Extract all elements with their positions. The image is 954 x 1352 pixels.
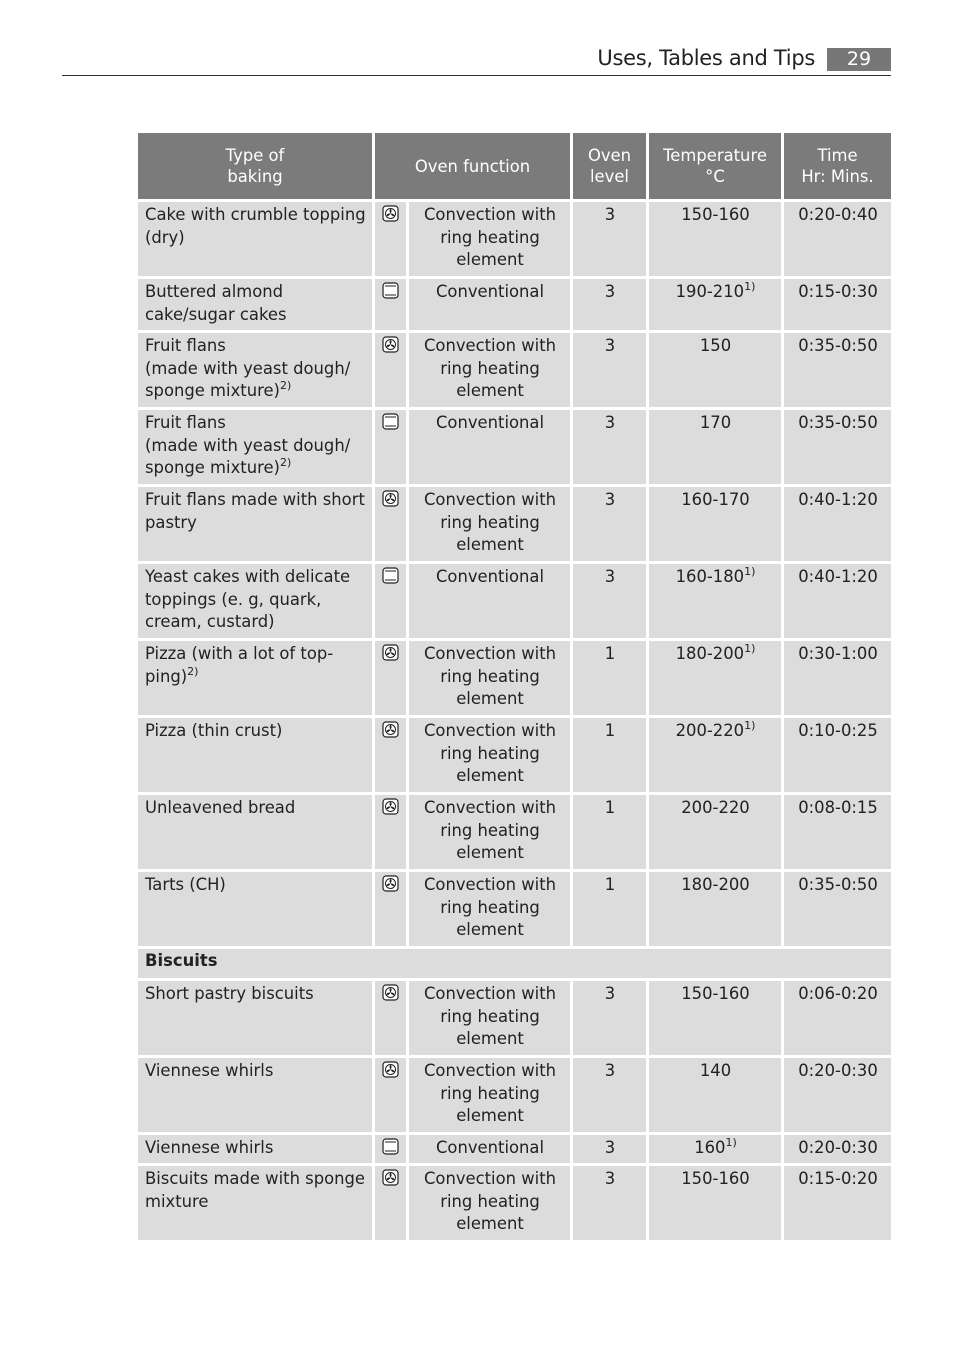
table-row — [138, 872, 891, 949]
cell-baking-type: Fruit flans (made with yeast dough/ sponge mixture)$^{2)}$ — [138, 333, 375, 410]
cell-time: 0:20-0:40 — [784, 202, 891, 279]
cell-oven-function: Conventional — [409, 564, 573, 641]
cell-oven-function: Convection with ring heating element — [409, 333, 573, 410]
cell-time: 0:40-1:20 — [784, 487, 891, 564]
cell-function-icon — [375, 202, 409, 279]
table-row — [138, 641, 891, 718]
cell-function-icon — [375, 795, 409, 872]
table-row — [138, 1166, 891, 1243]
cell-temperature: 140 — [649, 1058, 784, 1135]
fan-icon — [382, 205, 399, 222]
cell-baking-type: Buttered almond cake/sugar cakes — [138, 279, 375, 333]
cell-baking-type: Yeast cakes with delicate toppings (e. g, quark, cream, custard) — [138, 564, 375, 641]
table-row — [138, 981, 891, 1058]
cell-oven-level: 1 — [573, 641, 649, 718]
table-row — [138, 1135, 891, 1166]
footnote-marker: 1) — [744, 280, 756, 293]
cell-time: 0:15-0:20 — [784, 1166, 891, 1243]
footnote-marker: 1) — [744, 565, 756, 578]
cell-oven-level: 3 — [573, 487, 649, 564]
cell-oven-level: 1 — [573, 872, 649, 949]
cell-time: 0:08-0:15 — [784, 795, 891, 872]
cell-oven-function: Convection with ring heating element — [409, 487, 573, 564]
cell-baking-type: Fruit flans made with short pastry — [138, 487, 375, 564]
cell-function-icon — [375, 1058, 409, 1135]
footnote-marker: 2) — [187, 664, 199, 678]
cell-function-icon — [375, 981, 409, 1058]
conventional-icon — [382, 1138, 399, 1155]
cell-baking-type: Unleavened bread — [138, 795, 375, 872]
cell-baking-type: Viennese whirls — [138, 1135, 375, 1166]
table-row — [138, 1058, 891, 1135]
cell-temperature: 160$^{1)}$ — [649, 1135, 784, 1166]
cell-temperature: 170 — [649, 410, 784, 487]
col-header-type: Type of baking — [138, 133, 375, 202]
cell-time: 0:35-0:50 — [784, 410, 891, 487]
cell-temperature: 200-220 — [649, 795, 784, 872]
col-header-function: Oven function — [375, 133, 573, 202]
cell-function-icon — [375, 1166, 409, 1243]
footnote-marker: 2) — [279, 379, 292, 392]
cell-baking-type: Viennese whirls — [138, 1058, 375, 1135]
cell-temperature: 160-180$^{1)}$ — [649, 564, 784, 641]
cell-oven-level: 3 — [573, 202, 649, 279]
footnote-marker: 1) — [725, 1136, 737, 1149]
cell-function-icon — [375, 487, 409, 564]
cell-baking-type: Cake with crumble topping (dry) — [138, 202, 375, 279]
cell-function-icon — [375, 641, 409, 718]
cell-function-icon — [375, 872, 409, 949]
table-row — [138, 202, 891, 279]
col-header-temperature: Temperature °C — [649, 133, 784, 202]
cell-function-icon — [375, 333, 409, 410]
footnote-marker: 1) — [744, 642, 756, 655]
cell-oven-function: Convection with ring heating element — [409, 795, 573, 872]
cell-time: 0:10-0:25 — [784, 718, 891, 795]
conventional-icon — [382, 282, 399, 299]
cell-baking-type: Pizza (with a lot of top- ping)$^{2)}$ — [138, 641, 375, 718]
cell-time: 0:20-0:30 — [784, 1135, 891, 1166]
page-header — [62, 44, 891, 76]
table-row — [138, 795, 891, 872]
cell-baking-type: Biscuits made with sponge mixture — [138, 1166, 375, 1243]
conventional-icon — [382, 567, 399, 584]
cell-baking-type: Short pastry biscuits — [138, 981, 375, 1058]
fan-icon — [382, 721, 399, 738]
cell-oven-level: 3 — [573, 1166, 649, 1243]
cell-oven-level: 3 — [573, 1058, 649, 1135]
cell-temperature: 160-170 — [649, 487, 784, 564]
cell-baking-type: Pizza (thin crust) — [138, 718, 375, 795]
conventional-icon — [382, 413, 399, 430]
cell-oven-function: Conventional — [409, 279, 573, 333]
cell-oven-function: Conventional — [409, 410, 573, 487]
cell-function-icon — [375, 564, 409, 641]
cell-time: 0:35-0:50 — [784, 333, 891, 410]
section-row — [138, 949, 891, 981]
cell-oven-function: Convection with ring heating element — [409, 981, 573, 1058]
cell-time: 0:15-0:30 — [784, 279, 891, 333]
fan-icon — [382, 798, 399, 815]
table-row — [138, 718, 891, 795]
section-label: Biscuits — [138, 949, 891, 981]
fan-icon — [382, 1169, 399, 1186]
fan-icon — [382, 490, 399, 507]
table-row — [138, 279, 891, 333]
footnote-marker: 1) — [744, 719, 756, 732]
col-header-time: Time Hr: Mins. — [784, 133, 891, 202]
cell-oven-function: Convection with ring heating element — [409, 641, 573, 718]
cell-oven-function: Convection with ring heating element — [409, 1058, 573, 1135]
cell-temperature: 150-160 — [649, 202, 784, 279]
page-number: 29 — [827, 48, 891, 71]
cell-oven-level: 3 — [573, 981, 649, 1058]
table-row — [138, 487, 891, 564]
cell-time: 0:35-0:50 — [784, 872, 891, 949]
cell-temperature: 200-220$^{1)}$ — [649, 718, 784, 795]
fan-icon — [382, 984, 399, 1001]
cell-baking-type: Tarts (CH) — [138, 872, 375, 949]
cell-function-icon — [375, 279, 409, 333]
cell-baking-type: Fruit flans (made with yeast dough/ sponge mixture)$^{2)}$ — [138, 410, 375, 487]
cell-time: 0:30-1:00 — [784, 641, 891, 718]
cell-temperature: 180-200 — [649, 872, 784, 949]
cell-oven-function: Convection with ring heating element — [409, 718, 573, 795]
fan-icon — [382, 336, 399, 353]
table-row — [138, 564, 891, 641]
baking-table — [138, 133, 891, 1243]
cell-function-icon — [375, 718, 409, 795]
cell-time: 0:40-1:20 — [784, 564, 891, 641]
cell-temperature: 150 — [649, 333, 784, 410]
cell-oven-level: 3 — [573, 1135, 649, 1166]
cell-temperature: 190-210$^{1)}$ — [649, 279, 784, 333]
footnote-marker: 2) — [279, 456, 292, 469]
cell-oven-function: Convection with ring heating element — [409, 202, 573, 279]
cell-time: 0:06-0:20 — [784, 981, 891, 1058]
cell-function-icon — [375, 1135, 409, 1166]
cell-temperature: 150-160 — [649, 1166, 784, 1243]
table-row — [138, 333, 891, 410]
fan-icon — [382, 644, 399, 661]
cell-oven-function: Conventional — [409, 1135, 573, 1166]
table-header-row — [138, 133, 891, 202]
section-title: Uses, Tables and Tips — [597, 46, 815, 70]
cell-oven-level: 3 — [573, 410, 649, 487]
cell-oven-level: 3 — [573, 564, 649, 641]
table-row — [138, 410, 891, 487]
cell-temperature: 150-160 — [649, 981, 784, 1058]
cell-temperature: 180-200$^{1)}$ — [649, 641, 784, 718]
fan-icon — [382, 875, 399, 892]
col-header-level: Oven level — [573, 133, 649, 202]
cell-oven-level: 1 — [573, 795, 649, 872]
cell-oven-function: Convection with ring heating element — [409, 872, 573, 949]
cell-oven-level: 1 — [573, 718, 649, 795]
cell-function-icon — [375, 410, 409, 487]
cell-time: 0:20-0:30 — [784, 1058, 891, 1135]
fan-icon — [382, 1061, 399, 1078]
cell-oven-level: 3 — [573, 279, 649, 333]
table-body — [138, 202, 891, 1243]
cell-oven-level: 3 — [573, 333, 649, 410]
cell-oven-function: Convection with ring heating element — [409, 1166, 573, 1243]
